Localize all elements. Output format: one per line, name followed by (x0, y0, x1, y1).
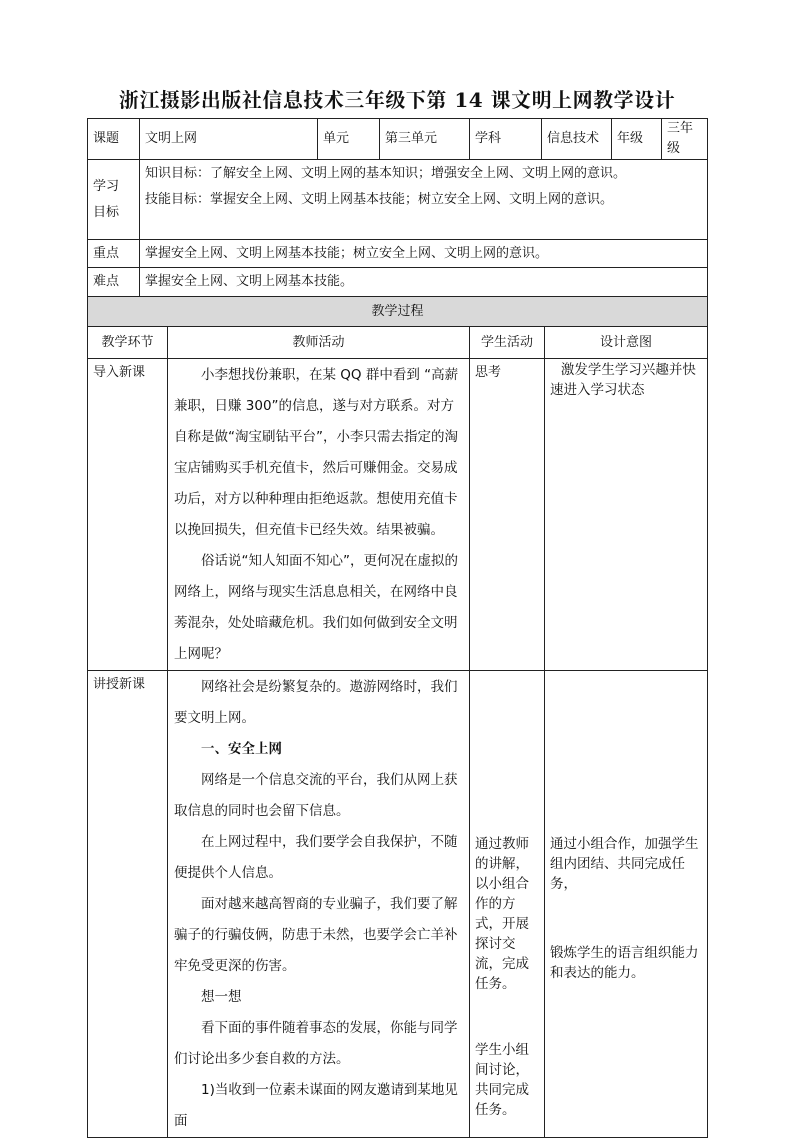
intro-student: 思考 (470, 359, 545, 671)
lecture-teacher (168, 671, 470, 1138)
intro-row (88, 359, 708, 671)
goals-label-line2: 目标 (93, 205, 120, 220)
key-point-value: 掌握安全上网、文明上网基本技能；树立安全上网、文明上网的意识。 (140, 240, 708, 268)
col-stage: 教学环节 (88, 327, 168, 359)
process-header-row (88, 297, 708, 327)
topic-label: 课题 (88, 119, 140, 160)
lecture-row (88, 671, 708, 1138)
difficulty-row (88, 268, 708, 297)
knowledge-goal: 知识目标：了解安全上网、文明上网的基本知识；增强安全上网、文明上网的意识。 (145, 166, 627, 181)
lesson-plan-table (87, 118, 708, 1138)
lecture-intent-2: 锻炼学生的语言组织能力和表达的能力。 (550, 945, 699, 981)
goals-label-line1: 学习 (93, 179, 120, 194)
intro-paragraph-1: 小李想找份兼职，在某 QQ 群中看到 “高薪兼职，日赚 300”的信息，遂与对方联系。对方自称是做“淘宝刷钻平台”，小李只需去指定的淘宝店铺购买手机充值卡，然后可赚佣金。交易成功后，对方以种种理由拒绝返款。想使用充值卡以挽回损失，但充值卡已经失效。结果被骗。 (174, 367, 459, 538)
unit-value: 第三单元 (380, 119, 470, 160)
lecture-paragraph-6: 1)当收到一位素未谋面的网友邀请到某地见面 (174, 1082, 458, 1129)
col-intent: 设计意图 (545, 327, 708, 359)
lecture-student-2: 学生小组间讨论，共同完成任务。 (475, 1042, 530, 1118)
lecture-paragraph-3: 在上网过程中，我们要学会自我保护，不随便提供个人信息。 (174, 834, 458, 881)
header-row (88, 119, 708, 160)
document-title: 浙江摄影出版社信息技术三年级下第 14 课文明上网教学设计 (118, 88, 676, 112)
subject-label: 学科 (470, 119, 542, 160)
lecture-paragraph-2: 网络是一个信息交流的平台，我们从网上获取信息的同时也会留下信息。 (174, 772, 458, 819)
lecture-paragraph-1: 网络社会是纷繁复杂的。遨游网络时，我们要文明上网。 (174, 679, 458, 726)
skill-goal: 技能目标：掌握安全上网、文明上网基本技能；树立安全上网、文明上网的意识。 (145, 192, 614, 207)
process-header: 教学过程 (88, 297, 708, 327)
key-point-row (88, 240, 708, 268)
subject-value: 信息技术 (542, 119, 612, 160)
lecture-student-1: 通过教师的讲解，以小组合作的方式，开展探讨交流，完成任务。 (475, 836, 530, 992)
difficulty-label: 难点 (88, 268, 140, 297)
lecture-intent-1: 通过小组合作，加强学生组内团结、共同完成任务， (550, 836, 699, 892)
goals-content (140, 160, 708, 240)
intro-paragraph-2: 俗话说“知人知面不知心”，更何况在虚拟的网络上，网络与现实生活息息相关，在网络中良莠混杂，处处暗藏危机。我们如何做到安全文明上网呢？ (174, 553, 458, 662)
column-header-row (88, 327, 708, 359)
col-student: 学生活动 (470, 327, 545, 359)
lecture-stage: 讲授新课 (88, 671, 168, 1138)
key-point-label: 重点 (88, 240, 140, 268)
lecture-paragraph-4: 面对越来越高智商的专业骗子，我们要了解骗子的行骗伎俩，防患于未然，也要学会亡羊补牢免受更深的伤害。 (174, 896, 458, 974)
lecture-student (470, 671, 545, 1138)
intro-teacher (168, 359, 470, 671)
intro-stage: 导入新课 (88, 359, 168, 671)
lecture-heading: 一、安全上网 (201, 741, 282, 757)
intro-intent: 激发学生学习兴趣并快速进入学习状态 (545, 359, 708, 671)
lecture-intent (545, 671, 708, 1138)
unit-label: 单元 (318, 119, 380, 160)
goals-row (88, 160, 708, 240)
goals-label (88, 160, 140, 240)
lecture-paragraph-5: 看下面的事件随着事态的发展，你能与同学们讨论出多少套自救的方法。 (174, 1020, 458, 1067)
difficulty-value: 掌握安全上网、文明上网基本技能。 (140, 268, 708, 297)
grade-value: 三年级 (662, 119, 708, 160)
lecture-think: 想一想 (201, 989, 242, 1005)
col-teacher: 教师活动 (168, 327, 470, 359)
grade-label: 年级 (612, 119, 662, 160)
topic-value: 文明上网 (140, 119, 318, 160)
